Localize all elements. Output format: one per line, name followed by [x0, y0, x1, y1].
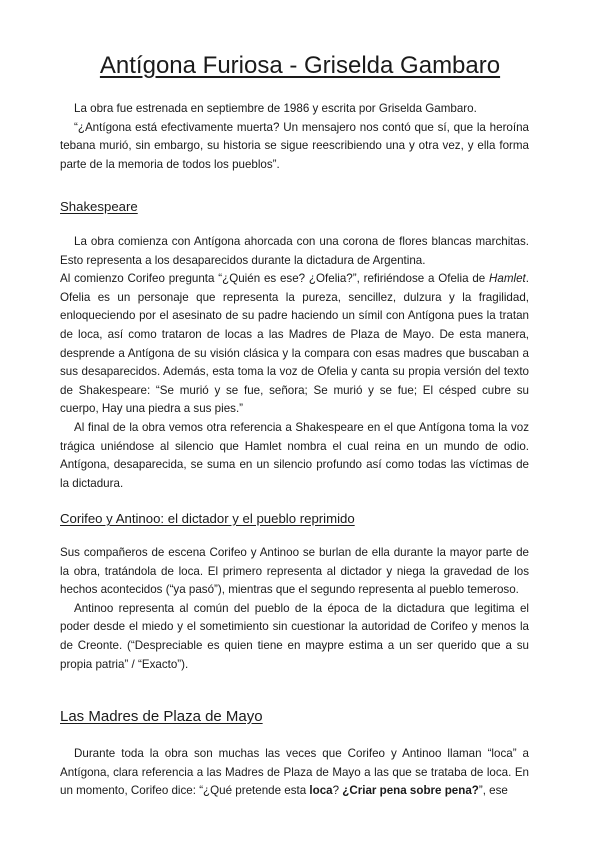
- shakespeare-section: [60, 233, 529, 493]
- section-heading-corifeo-antinoo: Corifeo y Antinoo: el dictador y el pueblo reprimido: [60, 511, 355, 526]
- page-title: Antígona Furiosa - Griselda Gambaro: [99, 52, 501, 79]
- corifeo-paragraph-1: Sus compañeros de escena Corifeo y Antinoo se burlan de ella durante la mayor parte de la obra, tratándola de loca. El primero representa al dictador y niega la gravedad de los hechos acontecidos (“ya pasó”), mientras que el segundo representa al pueblo temeroso.: [60, 546, 529, 597]
- intro-paragraph-2: “¿Antígona está efectivamente muerta? Un mensajero nos contó que sí, que la heroína tebana murió, sin embargo, su historia se sigue reescribiendo una y otra vez, y ella forma parte de la memoria de todos los pueblos”.: [60, 120, 529, 171]
- section-heading-shakespeare: Shakespeare: [60, 199, 138, 214]
- loca-bold: loca: [309, 784, 333, 798]
- intro-section: [60, 100, 529, 174]
- corifeo-paragraph-2: Antinoo representa al común del pueblo de la época de la dictadura que legitima el poder desde el miedo y el sometimiento sin cuestionar la autoridad de Corifeo y menos la de Creonte. (“Despreciable es quien tiene en maypre estima a un ser querido que a su propia patria” / “Exacto”).: [60, 601, 529, 671]
- madres-p1-text-mid: ?: [332, 784, 343, 798]
- shakespeare-paragraph-2: [60, 270, 529, 419]
- madres-p1-text-before: Durante toda la obra son muchas las veces que Corifeo y Antinoo llaman “loca” a Antígona, clara referencia a las Madres de Plaza de Mayo a las que se trataba de loca. En un momento, Corifeo dice: “¿Qué pretende esta: [60, 747, 529, 798]
- hamlet-italic: Hamlet: [489, 272, 526, 286]
- criar-pena-bold: ¿Criar pena sobre pena?: [342, 784, 479, 798]
- intro-paragraph-1: La obra fue estrenada en septiembre de 1986 y escrita por Griselda Gambaro.: [74, 102, 477, 115]
- shakespeare-paragraph-1: La obra comienza con Antígona ahorcada con una corona de flores blancas marchitas. Esto representa a los desaparecidos durante la dictadura de Argentina.: [60, 235, 529, 267]
- shakespeare-p2-text-after: . Ofelia es un personaje que representa la pureza, sencillez, dulzura y la fragilidad, enloqueciendo por el asesinato de su padre haciendo un símil con Antígona pues la tratan de loca, así como trataron de locas a las Madres de Plaza de Mayo. De esta manera, desprende a Antígona de su visión clásica y la compara con esas madres que buscaban a sus desaparecidos. Además, esta toma la voz de Ofelia y canta su propia versión del texto de Shakespeare: “Se murió y se fue, señora; Se murió y se fue; El césped cubre su cuerpo, Hay una piedra a sus pies.”: [60, 272, 529, 416]
- madres-section: [60, 745, 529, 801]
- shakespeare-p2-text-before: Al comienzo Corifeo pregunta “¿Quién es ese? ¿Ofelia?”, refiriéndose a Ofelia de: [60, 272, 490, 286]
- madres-p1-text-after: ”, ese: [478, 784, 508, 798]
- madres-paragraph-1: [60, 745, 529, 801]
- section-heading-madres: Las Madres de Plaza de Mayo: [60, 708, 263, 725]
- corifeo-antinoo-section: [60, 544, 529, 674]
- shakespeare-paragraph-3: Al final de la obra vemos otra referencia a Shakespeare en el que Antígona toma la voz trágica uniéndose al silencio que Hamlet nombra el cual reina en un mundo de odio. Antígona, desaparecida, se suma en un silencio profundo así como todas las víctimas de la dictadura.: [60, 420, 529, 490]
